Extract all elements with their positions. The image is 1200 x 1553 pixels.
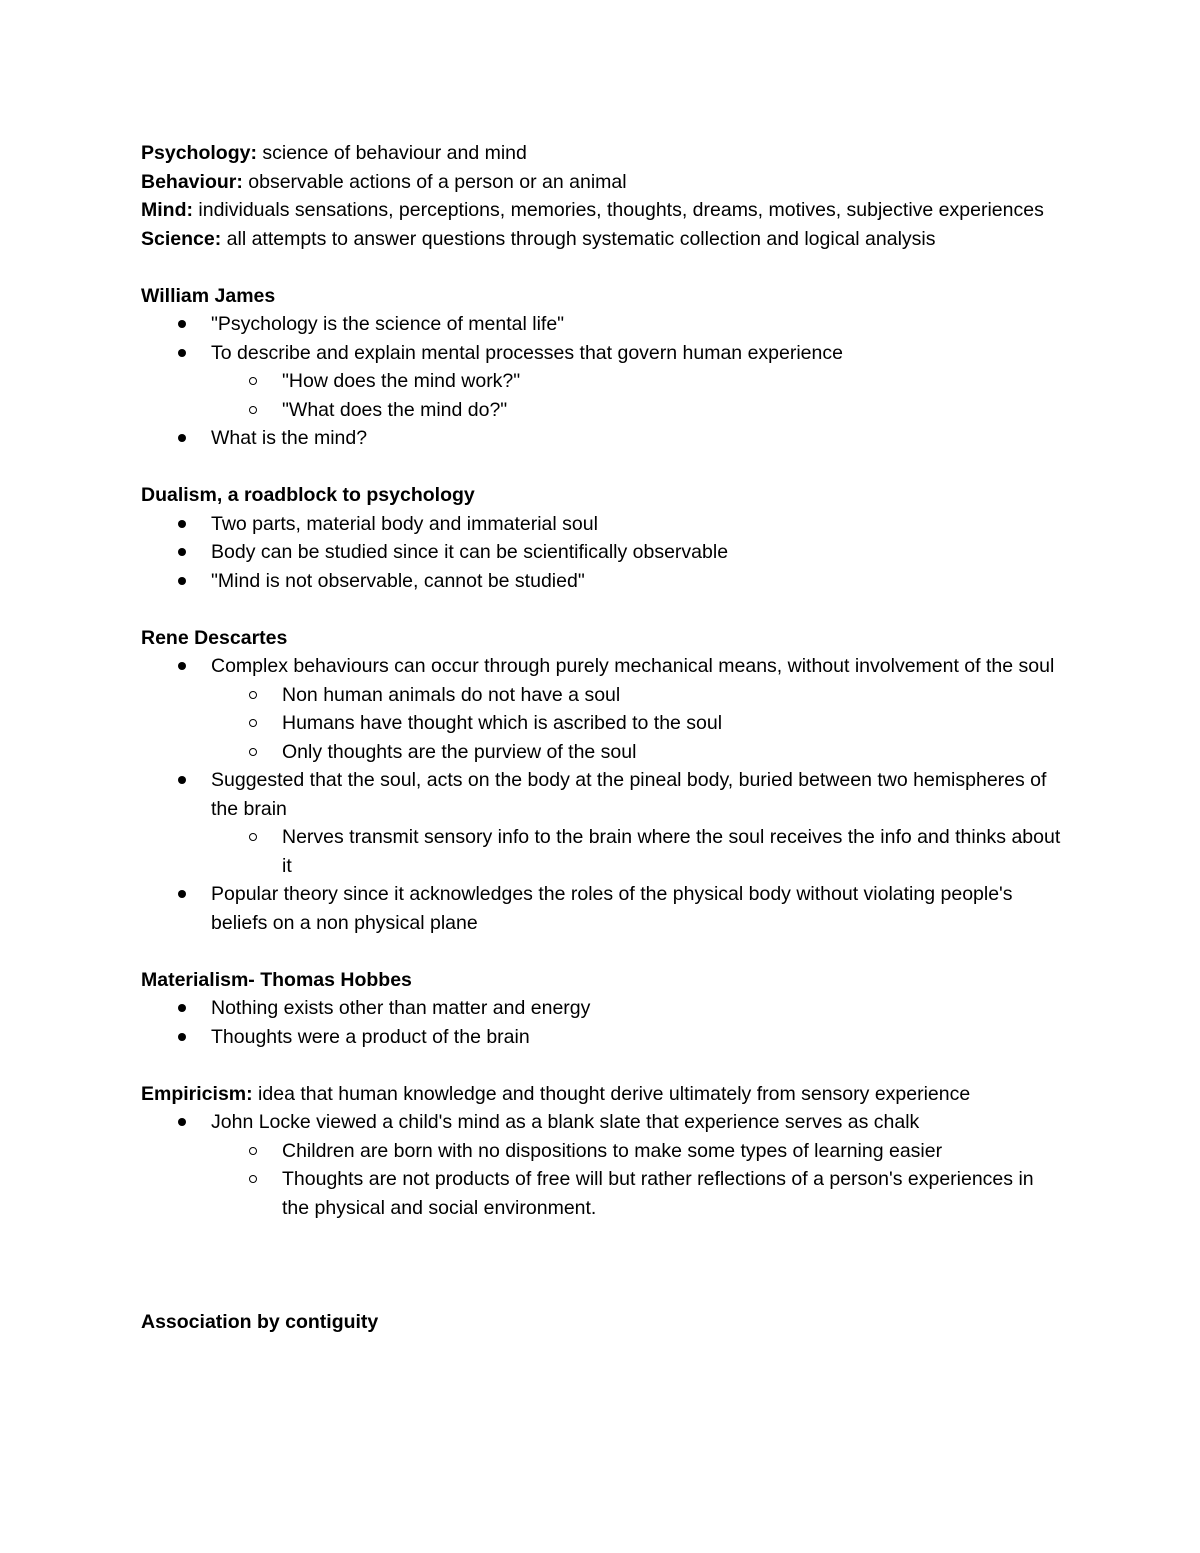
- spacer: [141, 253, 1066, 282]
- list-item: John Locke viewed a child's mind as a blank slate that experience serves as chalk: [141, 1108, 1066, 1137]
- spacer: [141, 1051, 1066, 1080]
- list-materialism: [141, 994, 1066, 1051]
- spacer: [141, 595, 1066, 624]
- list-item: Suggested that the soul, acts on the body at the pineal body, buried between two hemispheres of the brain: [141, 766, 1066, 823]
- spacer: [141, 453, 1066, 482]
- bullet-icon: [178, 349, 186, 357]
- definition-empiricism: Empiricism: idea that human knowledge and thought derive ultimately from sensory experience: [141, 1082, 971, 1105]
- bullet-icon: [178, 520, 186, 528]
- hollow-bullet-icon: [249, 691, 257, 699]
- heading-materialism: Materialism- Thomas Hobbes: [141, 968, 412, 991]
- definition-psychology: Psychology: science of behaviour and mind: [141, 142, 527, 164]
- heading-william-james: William James: [141, 284, 276, 307]
- list-subitem: Only thoughts are the purview of the soul: [141, 738, 1066, 767]
- list-item: What is the mind?: [141, 424, 1066, 453]
- list-william-james: [141, 310, 1066, 453]
- spacer: [141, 1222, 1066, 1308]
- list-subitem: Thoughts are not products of free will but rather reflections of a person's experiences in the physical and social environment.: [141, 1165, 1066, 1222]
- bullet-icon: [178, 1033, 186, 1041]
- list-descartes: [141, 652, 1066, 937]
- heading-association: Association by contiguity: [141, 1310, 379, 1333]
- bullet-icon: [178, 776, 186, 784]
- definition-science: Science: all attempts to answer questions through systematic collection and logical analysis: [141, 227, 936, 250]
- hollow-bullet-icon: [249, 833, 257, 841]
- heading-descartes: Rene Descartes: [141, 626, 288, 649]
- document-page: [141, 139, 1066, 1336]
- list-item: Nothing exists other than matter and energy: [141, 994, 1066, 1023]
- list-item: To describe and explain mental processes that govern human experience: [141, 339, 1066, 368]
- bullet-icon: [178, 577, 186, 585]
- hollow-bullet-icon: [249, 377, 257, 385]
- list-item: Body can be studied since it can be scientifically observable: [141, 538, 1066, 567]
- bullet-icon: [178, 434, 186, 442]
- list-item: Popular theory since it acknowledges the roles of the physical body without violating people's beliefs on a non physical plane: [141, 880, 1066, 937]
- list-item: "Psychology is the science of mental life": [141, 310, 1066, 339]
- list-empiricism: [141, 1108, 1066, 1222]
- hollow-bullet-icon: [249, 406, 257, 414]
- bullet-icon: [178, 662, 186, 670]
- list-item: "Mind is not observable, cannot be studied": [141, 567, 1066, 596]
- list-subitem: "How does the mind work?": [141, 367, 1066, 396]
- bullet-icon: [178, 1118, 186, 1126]
- hollow-bullet-icon: [249, 719, 257, 727]
- bullet-icon: [178, 1004, 186, 1012]
- list-subitem: Humans have thought which is ascribed to the soul: [141, 709, 1066, 738]
- heading-dualism: Dualism, a roadblock to psychology: [141, 484, 475, 506]
- hollow-bullet-icon: [249, 1147, 257, 1155]
- definition-mind: Mind: individuals sensations, perceptions, memories, thoughts, dreams, motives, subjective experiences: [141, 199, 1044, 221]
- hollow-bullet-icon: [249, 1175, 257, 1183]
- list-subitem: "What does the mind do?": [141, 396, 1066, 425]
- bullet-icon: [178, 890, 186, 898]
- list-item: Complex behaviours can occur through purely mechanical means, without involvement of the soul: [141, 652, 1066, 681]
- definition-behaviour: Behaviour: observable actions of a person or an animal: [141, 170, 627, 193]
- list-subitem: Non human animals do not have a soul: [141, 681, 1066, 710]
- bullet-icon: [178, 320, 186, 328]
- hollow-bullet-icon: [249, 748, 257, 756]
- list-item: Two parts, material body and immaterial soul: [141, 510, 1066, 539]
- list-item: Thoughts were a product of the brain: [141, 1023, 1066, 1052]
- list-subitem: Nerves transmit sensory info to the brain where the soul receives the info and thinks about it: [141, 823, 1066, 880]
- list-subitem: Children are born with no dispositions to make some types of learning easier: [141, 1137, 1066, 1166]
- list-dualism: [141, 510, 1066, 596]
- spacer: [141, 937, 1066, 966]
- bullet-icon: [178, 548, 186, 556]
